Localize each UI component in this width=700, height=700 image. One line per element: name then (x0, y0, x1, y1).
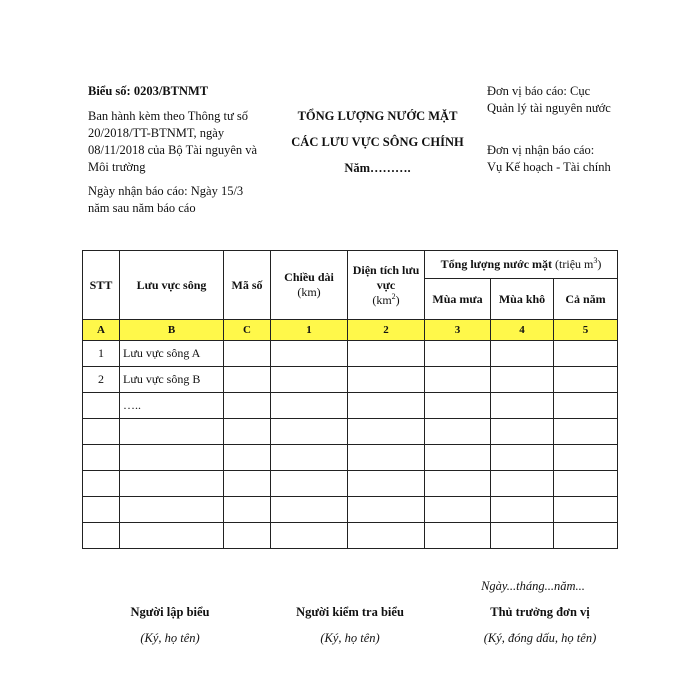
header-code: Mã số (224, 251, 271, 320)
checker-title: Người kiểm tra biểu (296, 605, 404, 619)
header-rainy: Mùa mưa (425, 279, 491, 320)
table-row (83, 497, 618, 523)
receiving-unit-text: Đơn vị nhận báo cáo: Vụ Kế hoạch - Tài chính (487, 143, 611, 174)
row-cell (554, 445, 618, 471)
row-cell (554, 497, 618, 523)
title-line-1: TỔNG LƯỢNG NƯỚC MẶT (297, 109, 458, 123)
row-cell (271, 367, 348, 393)
row-stt (83, 497, 120, 523)
row-basin (120, 523, 224, 549)
row-cell (224, 419, 271, 445)
row-basin: Lưu vực sông A (120, 341, 224, 367)
table-row (83, 471, 618, 497)
row-basin (120, 471, 224, 497)
row-cell (224, 393, 271, 419)
header-row-1 (83, 251, 618, 279)
row-cell (348, 445, 425, 471)
row-stt (83, 523, 120, 549)
row-cell (224, 445, 271, 471)
table-row (83, 367, 618, 393)
row-cell (425, 523, 491, 549)
index-cell: 4 (491, 320, 554, 341)
header-total-unit: (triệu $m^3$) (555, 256, 602, 271)
row-stt: 1 (83, 341, 120, 367)
form-code: Biểu số: 0203/BTNMT (88, 84, 209, 98)
row-stt (83, 393, 120, 419)
head-note: (Ký, đóng dấu, họ tên) (483, 631, 597, 645)
date-line: Ngày...tháng...năm... (481, 579, 585, 593)
row-cell (271, 497, 348, 523)
preparer-note: (Ký, họ tên) (140, 631, 200, 645)
checker-note: (Ký, họ tên) (320, 631, 380, 645)
index-cell: 1 (271, 320, 348, 341)
row-cell (348, 367, 425, 393)
row-cell (491, 393, 554, 419)
row-cell (554, 523, 618, 549)
row-cell (425, 471, 491, 497)
row-stt (83, 471, 120, 497)
row-cell (425, 341, 491, 367)
row-cell (224, 341, 271, 367)
table-row (83, 341, 618, 367)
header-basin: Lưu vực sông (120, 251, 224, 320)
table-row (83, 419, 618, 445)
row-cell (224, 471, 271, 497)
row-cell (271, 523, 348, 549)
row-cell (425, 393, 491, 419)
row-stt: 2 (83, 367, 120, 393)
row-cell (491, 523, 554, 549)
index-cell: 5 (554, 320, 618, 341)
table-body (83, 341, 618, 549)
row-cell (554, 393, 618, 419)
header-length-unit: (km) (297, 285, 321, 299)
table-row (83, 393, 618, 419)
row-cell (425, 367, 491, 393)
preparer-title: Người lập biểu (130, 605, 210, 619)
row-cell (271, 445, 348, 471)
water-volume-table (82, 250, 618, 549)
row-cell (271, 419, 348, 445)
row-stt (83, 419, 120, 445)
row-cell (425, 497, 491, 523)
header-area-unit: $(km^2)$ (372, 291, 400, 307)
row-cell (491, 367, 554, 393)
row-cell (491, 445, 554, 471)
row-cell (348, 523, 425, 549)
row-cell (491, 341, 554, 367)
head-title: Thủ trưởng đơn vị (490, 605, 590, 619)
row-cell (348, 341, 425, 367)
row-cell (224, 497, 271, 523)
year-line: Năm………. (344, 161, 411, 175)
row-cell (425, 445, 491, 471)
row-cell (348, 497, 425, 523)
reporting-unit-text: Đơn vị báo cáo: Cục Quản lý tài nguyên nước (487, 84, 611, 115)
row-basin (120, 497, 224, 523)
row-cell (348, 419, 425, 445)
header-total-label: Tổng lượng nước mặt (440, 257, 553, 271)
index-cell: A (83, 320, 120, 341)
row-cell (554, 367, 618, 393)
row-cell (271, 393, 348, 419)
row-stt (83, 445, 120, 471)
table-row (83, 445, 618, 471)
header-year: Cả năm (554, 279, 618, 320)
header-dry: Mùa khô (491, 279, 554, 320)
row-cell (348, 471, 425, 497)
issued-by-text: Ban hành kèm theo Thông tư số 20/2018/TT-BTNMT, ngày 08/11/2018 của Bộ Tài nguyên và Môi trường (88, 109, 258, 174)
header-area-label: Diện tích lưu vực (352, 262, 420, 292)
header-length (271, 251, 348, 320)
row-cell (491, 471, 554, 497)
row-cell (224, 523, 271, 549)
row-basin: ….. (120, 393, 224, 419)
title-line-2: CÁC LƯU VỰC SÔNG CHÍNH (291, 135, 464, 149)
row-cell (271, 471, 348, 497)
row-cell (425, 419, 491, 445)
row-basin (120, 445, 224, 471)
row-basin: Lưu vực sông B (120, 367, 224, 393)
row-cell (348, 393, 425, 419)
row-cell (491, 497, 554, 523)
receive-date-text: Ngày nhận báo cáo: Ngày 15/3 năm sau năm báo cáo (88, 184, 244, 215)
index-cell: C (224, 320, 271, 341)
row-cell (554, 341, 618, 367)
row-cell (491, 419, 554, 445)
row-basin (120, 419, 224, 445)
table-row (83, 523, 618, 549)
header-stt: STT (83, 251, 120, 320)
header-total (425, 251, 618, 279)
row-cell (554, 471, 618, 497)
index-row (83, 320, 618, 341)
row-cell (554, 419, 618, 445)
row-cell (224, 367, 271, 393)
index-cell: 3 (425, 320, 491, 341)
index-cell: 2 (348, 320, 425, 341)
header-area (348, 251, 425, 320)
header-length-label: Chiều dài (284, 270, 334, 284)
row-cell (271, 341, 348, 367)
index-cell: B (120, 320, 224, 341)
